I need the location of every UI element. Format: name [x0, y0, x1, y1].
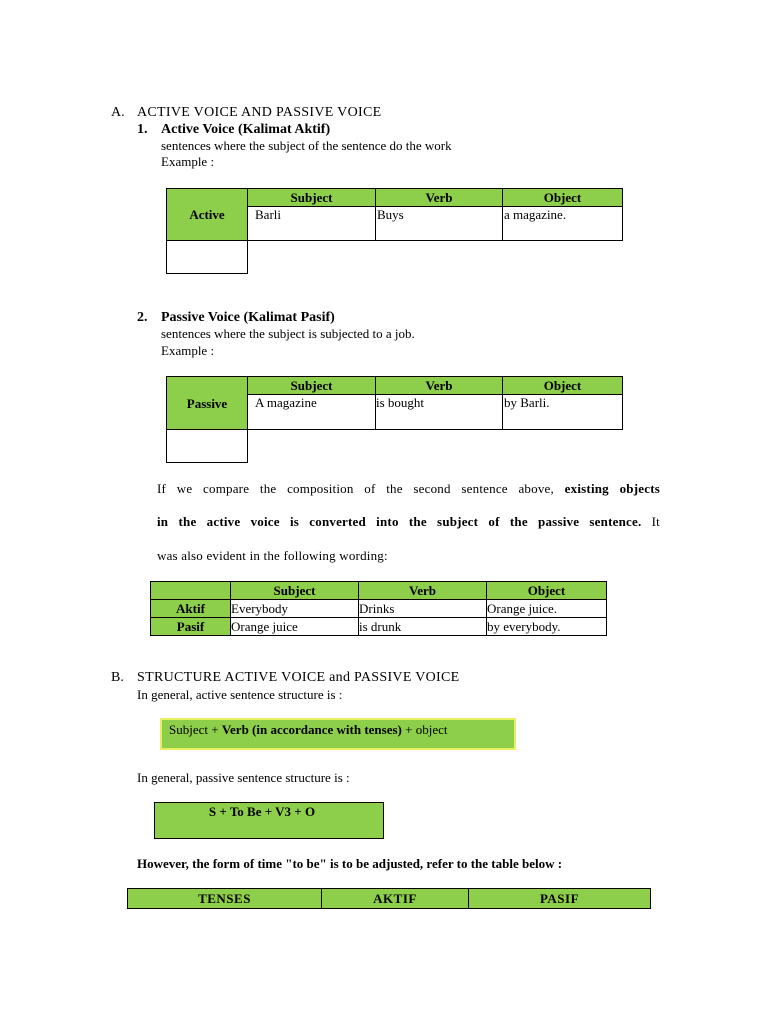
item-1-title: Active Voice (Kalimat Aktif) [161, 122, 331, 137]
active-formula-box [160, 718, 516, 750]
table-cell: Orange juice. [486, 599, 607, 618]
table-cell: Everybody [230, 599, 359, 618]
paragraph-line-2 [157, 514, 660, 530]
section-b-letter: B. [111, 670, 124, 685]
paragraph-line-3: was also evident in the following wording: [157, 548, 388, 563]
table-cell-object: by Barli. [502, 394, 623, 430]
paragraph-emphasis: in the active voice is converted into the subject of the passive sentence. [157, 514, 642, 529]
paragraph-text: If we compare the composition of the second sentence above, [157, 481, 554, 496]
table-header-verb: Verb [375, 188, 503, 207]
item-2-example-label: Example : [161, 343, 215, 358]
table-cell: by everybody. [486, 617, 607, 636]
passive-structure-intro: In general, passive sentence structure is : [137, 770, 350, 785]
formula-verb-text: Verb (in accordance with tenses) [221, 722, 402, 737]
table-corner-cell [150, 581, 231, 600]
item-2-number: 2. [137, 310, 148, 325]
table-header-aktif: AKTIF [321, 888, 469, 909]
table-header-verb: Verb [358, 581, 487, 600]
table-header-tenses: TENSES [127, 888, 322, 909]
formula-text: Subject + [169, 722, 222, 737]
table-header-pasif: PASIF [468, 888, 651, 909]
item-1-number: 1. [137, 122, 148, 137]
section-a-title: ACTIVE VOICE AND PASSIVE VOICE [137, 105, 382, 120]
paragraph-emphasis: existing objects [564, 481, 660, 496]
table-header-subject: Subject [247, 188, 376, 207]
row-label-aktif: Aktif [150, 599, 231, 618]
table-header-object: Object [502, 376, 623, 395]
table-cell: Orange juice [230, 617, 359, 636]
item-2-description: sentences where the subject is subjected to a job. [161, 326, 415, 341]
paragraph-line-1 [157, 481, 660, 497]
formula-text: S + To Be + V3 + O [208, 804, 316, 819]
active-structure-intro: In general, active sentence structure is : [137, 687, 343, 702]
section-a-letter: A. [111, 105, 125, 120]
table-cell-verb: is bought [375, 394, 503, 430]
formula-text: + object [401, 722, 448, 737]
passive-formula-box [154, 802, 384, 839]
table-cell-object: a magazine. [502, 206, 623, 241]
table-cell-subject: A magazine [247, 394, 376, 430]
table-cell: Drinks [358, 599, 487, 618]
empty-cell [166, 429, 248, 463]
active-label-cell: Active [166, 188, 248, 241]
empty-cell [166, 240, 248, 274]
paragraph-text: It [651, 514, 660, 529]
passive-label-cell: Passive [166, 376, 248, 430]
tenses-note: However, the form of time "to be" is to be adjusted, refer to the table below : [137, 856, 563, 871]
table-header-subject: Subject [230, 581, 359, 600]
table-header-subject: Subject [247, 376, 376, 395]
item-2-title: Passive Voice (Kalimat Pasif) [161, 310, 335, 325]
table-header-object: Object [486, 581, 607, 600]
item-1-example-label: Example : [161, 154, 215, 169]
table-cell-verb: Buys [375, 206, 503, 241]
item-1-description: sentences where the subject of the sentence do the work [161, 138, 452, 153]
section-b-title: STRUCTURE ACTIVE VOICE and PASSIVE VOICE [137, 670, 460, 685]
table-cell-subject: Barli [247, 206, 376, 241]
table-header-object: Object [502, 188, 623, 207]
row-label-pasif: Pasif [150, 617, 231, 636]
table-header-verb: Verb [375, 376, 503, 395]
table-cell: is drunk [358, 617, 487, 636]
